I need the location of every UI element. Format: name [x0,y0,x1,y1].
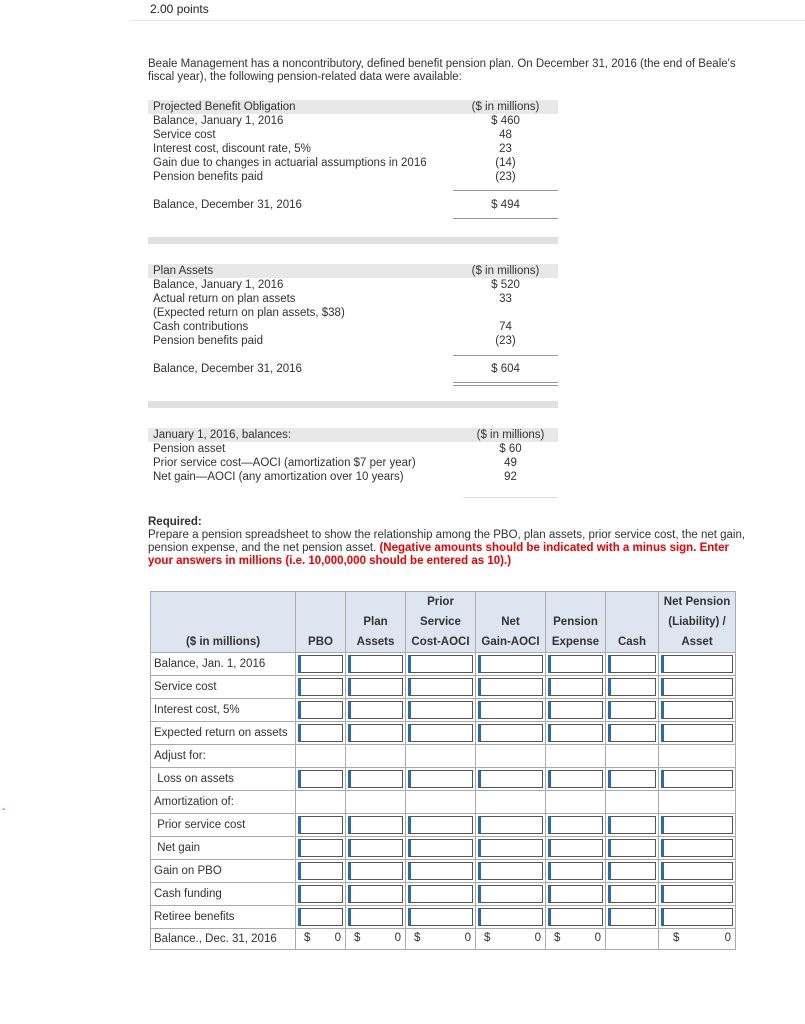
worksheet-row [151,745,736,768]
data-row-label: Cash contributions [153,321,249,333]
amount-input[interactable] [478,655,543,673]
worksheet-row [151,906,736,929]
required-section [148,516,748,568]
amount-input[interactable] [608,724,656,742]
worksheet-row-label: Prior service cost [151,814,296,837]
data-row-value: (14) [495,157,516,169]
amount-input[interactable] [608,816,656,834]
total-value: 0 [394,932,401,944]
amount-input[interactable] [408,770,473,788]
amount-input[interactable] [348,655,403,673]
amount-input[interactable] [298,816,343,834]
amount-input[interactable] [408,655,473,673]
worksheet-row-label: Retiree benefits [151,906,296,929]
amount-input[interactable] [408,701,473,719]
amount-input[interactable] [408,908,473,926]
data-row-label: Interest cost, discount rate, 5% [153,143,311,155]
amount-input[interactable] [661,770,733,788]
amount-input[interactable] [298,770,343,788]
amount-input[interactable] [298,655,343,673]
amount-input[interactable] [608,678,656,696]
worksheet-total-cell [476,929,546,950]
worksheet-total-cell [606,929,659,950]
total-currency: $ [414,932,421,944]
amount-input[interactable] [408,885,473,903]
worksheet-row [151,699,736,722]
amount-input[interactable] [408,862,473,880]
worksheet-row [151,653,736,676]
worksheet-row [151,814,736,837]
worksheet-total-label: Balance., Dec. 31, 2016 [151,929,296,950]
data-row-label: Balance, January 1, 2016 [153,279,284,291]
worksheet-header-cell: Pension [546,612,606,632]
worksheet-row [151,768,736,791]
amount-input[interactable] [348,678,403,696]
amount-input[interactable] [608,655,656,673]
amount-input[interactable] [478,701,543,719]
data-row-value: 48 [499,129,512,141]
plan-assets-table [148,264,558,394]
worksheet-header-cell [606,592,659,613]
data-row-label: Service cost [153,129,216,141]
worksheet-header-cell [296,592,346,613]
data-row-value: $ 460 [491,115,520,127]
worksheet-header-cell: Service [406,612,476,632]
amount-input[interactable] [608,701,656,719]
worksheet-header-cell: Expense [546,632,606,653]
total-currency: $ [304,932,311,944]
amount-input[interactable] [661,678,733,696]
data-row-label: Balance, January 1, 2016 [153,115,284,127]
amount-input[interactable] [478,770,543,788]
amount-input[interactable] [408,839,473,857]
plan-header: Plan Assets [153,265,214,277]
data-row-value: $ 60 [499,443,522,455]
worksheet-row [151,791,736,814]
worksheet-header-cell [151,592,296,613]
pbo-unit: ($ in millions) [471,101,540,113]
amount-input[interactable] [548,678,603,696]
worksheet-row [151,860,736,883]
worksheet-header-cell: Cash [606,632,659,653]
problem-intro: Beale Management has a noncontributory, defined benefit pension plan. On December 31, 2016 (the end of Beale's fiscal year), the following pension-related data were available: [148,58,736,83]
pension-worksheet [150,591,736,950]
amount-input[interactable] [661,885,733,903]
data-row-label: Pension asset [153,443,226,455]
amount-input[interactable] [348,816,403,834]
data-row-value: (23) [495,335,516,347]
data-row-value: 23 [499,143,512,155]
worksheet-header-cell: Assets [346,632,406,653]
worksheet-total-cell [346,929,406,950]
total-currency: $ [673,932,680,944]
jan-balances-table [148,428,558,498]
worksheet-total-cell [546,929,606,950]
plan-total-value: $ 604 [491,363,520,375]
pbo-total-label: Balance, December 31, 2016 [153,199,302,211]
amount-input[interactable] [408,816,473,834]
required-title: Required: [148,516,202,528]
jan-unit: ($ in millions) [476,429,545,441]
jan-header: January 1, 2016, balances: [153,429,292,441]
amount-input[interactable] [348,770,403,788]
amount-input[interactable] [298,678,343,696]
amount-input[interactable] [548,816,603,834]
total-currency: $ [554,932,561,944]
amount-input[interactable] [348,701,403,719]
data-row-label: Prior service cost—AOCI (amortization $7 per year) [153,457,416,469]
total-currency: $ [354,932,361,944]
amount-input[interactable] [548,862,603,880]
amount-input[interactable] [408,678,473,696]
worksheet-header-cell [151,612,296,632]
worksheet-header-cell: Gain-AOCI [476,632,546,653]
amount-input[interactable] [608,908,656,926]
data-row-value: 92 [504,471,517,483]
data-row-label: Gain due to changes in actuarial assumptions in 2016 [153,157,427,169]
separator [148,401,558,408]
amount-input[interactable] [298,724,343,742]
worksheet-row-label: Expected return on assets [151,722,296,745]
amount-input[interactable] [661,816,733,834]
worksheet-header-cell: Net Pension [659,592,736,613]
worksheet-row-label: Amortization of: [151,791,296,814]
amount-input[interactable] [298,701,343,719]
amount-input[interactable] [608,862,656,880]
data-row-label: (Expected return on plan assets, $38) [153,307,345,319]
amount-input[interactable] [298,839,343,857]
worksheet-header-cell: Prior [406,592,476,613]
worksheet-row-label: Cash funding [151,883,296,906]
pbo-table [148,100,558,220]
points-label: 2.00 points [150,2,209,16]
total-value: 0 [594,932,601,944]
data-row-label: Pension benefits paid [153,335,263,347]
worksheet-row-label: Balance, Jan. 1, 2016 [151,653,296,676]
amount-input[interactable] [478,678,543,696]
amount-input[interactable] [548,839,603,857]
worksheet-row-label: Loss on assets [151,768,296,791]
amount-input[interactable] [661,701,733,719]
amount-input[interactable] [608,839,656,857]
amount-input[interactable] [548,724,603,742]
amount-input[interactable] [661,839,733,857]
worksheet-row-label: Service cost [151,676,296,699]
worksheet-header-cell [546,592,606,613]
data-row-label: Pension benefits paid [153,171,263,183]
amount-input[interactable] [298,885,343,903]
pbo-total-value: $ 494 [491,199,520,211]
worksheet-header-cell: Asset [659,632,736,653]
amount-input[interactable] [348,908,403,926]
worksheet-total-cell [659,929,736,950]
worksheet-row [151,722,736,745]
amount-input[interactable] [478,816,543,834]
amount-input[interactable] [548,701,603,719]
worksheet-header-cell [476,592,546,613]
amount-input[interactable] [548,770,603,788]
amount-input[interactable] [548,908,603,926]
amount-input[interactable] [661,724,733,742]
required-instructions: (Negative amounts should be indicated with a minus sign. Enter your answers in millions (i.e. 10,000,000 should be entered as 10).) [148,542,729,567]
worksheet-row-label: Net gain [151,837,296,860]
worksheet-header-cell: ($ in millions) [151,632,296,653]
amount-input[interactable] [348,885,403,903]
worksheet-header-cell [606,612,659,632]
amount-input[interactable] [608,885,656,903]
data-row-value: 49 [504,457,517,469]
total-value: 0 [334,932,341,944]
worksheet-header-cell: (Liability) / [659,612,736,632]
amount-input[interactable] [348,862,403,880]
separator [148,237,558,244]
amount-input[interactable] [348,839,403,857]
data-row-value: (23) [495,171,516,183]
amount-input[interactable] [548,655,603,673]
worksheet-total-cell [296,929,346,950]
total-value: 0 [534,932,541,944]
worksheet-header-cell [296,612,346,632]
total-value: 0 [724,932,731,944]
amount-input[interactable] [478,908,543,926]
plan-total-label: Balance, December 31, 2016 [153,363,302,375]
worksheet-header-cell: Net [476,612,546,632]
worksheet-header-cell [346,592,406,613]
pbo-header: Projected Benefit Obligation [153,101,296,113]
data-row-label: Net gain—AOCI (any amortization over 10 years) [153,471,404,483]
amount-input[interactable] [478,885,543,903]
worksheet-row [151,837,736,860]
worksheet-row-label: Interest cost, 5% [151,699,296,722]
amount-input[interactable] [478,839,543,857]
data-row-label: Actual return on plan assets [153,293,296,305]
data-row-value: $ 520 [491,279,520,291]
worksheet-row [151,676,736,699]
total-value: 0 [464,932,471,944]
amount-input[interactable] [661,862,733,880]
required-text: Prepare a pension spreadsheet to show the relationship among the PBO, plan assets, prior service cost, the net gain, pension expense, and the net pension asset. [148,529,746,554]
amount-input[interactable] [661,655,733,673]
divider [130,20,805,21]
worksheet-total-cell [406,929,476,950]
data-row-value: 74 [499,321,512,333]
amount-input[interactable] [608,770,656,788]
amount-input[interactable] [298,862,343,880]
worksheet-header-cell: PBO [296,632,346,653]
worksheet-header-cell: Plan [346,612,406,632]
plan-unit: ($ in millions) [471,265,540,277]
amount-input[interactable] [408,724,473,742]
worksheet-row-label: Adjust for: [151,745,296,768]
amount-input[interactable] [478,724,543,742]
worksheet-row [151,883,736,906]
amount-input[interactable] [298,908,343,926]
amount-input[interactable] [348,724,403,742]
amount-input[interactable] [548,885,603,903]
data-row-value: 33 [499,293,512,305]
worksheet-header-cell: Cost-AOCI [406,632,476,653]
worksheet-row-label: Gain on PBO [151,860,296,883]
margin-mark: - [2,804,6,815]
total-currency: $ [484,932,491,944]
amount-input[interactable] [661,908,733,926]
amount-input[interactable] [478,862,543,880]
